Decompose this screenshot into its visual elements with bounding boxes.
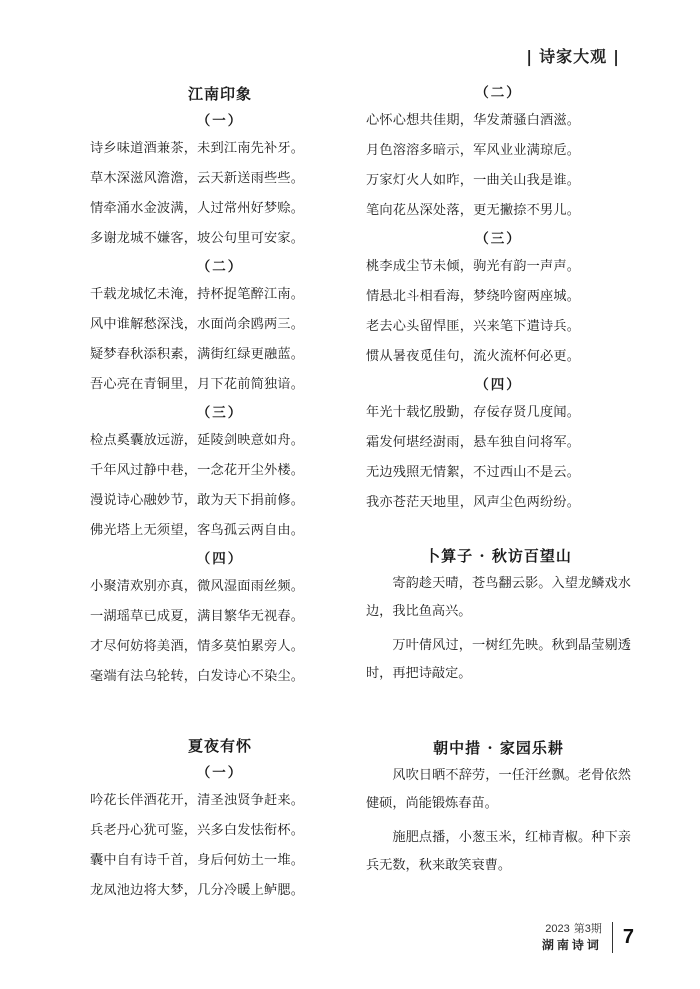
verse-line: 霜发何堪经澍雨，悬车独自问将军。 bbox=[366, 435, 581, 450]
verse-line: 月色溶溶多暗示，军风业业满琼卮。 bbox=[366, 143, 581, 158]
page-footer bbox=[541, 922, 634, 953]
footer-info bbox=[541, 922, 613, 953]
journal-name: 湖南诗词 bbox=[541, 938, 602, 952]
poem-title: 朝中措 · 家园乐耕 bbox=[433, 739, 564, 757]
verse-line: 囊中自有诗千首，身后何妨土一堆。 bbox=[90, 853, 305, 868]
part-label: （一） bbox=[196, 113, 244, 129]
part-label: （二） bbox=[475, 85, 522, 101]
issue-number: 第3期 bbox=[573, 923, 602, 935]
verse-line: 一湖瑶草已成夏，满目繁华无视春。 bbox=[90, 609, 305, 624]
section-title: 诗家大观 bbox=[539, 47, 608, 66]
verse-line: 我亦苍茫天地里，风声尘色两纷纷。 bbox=[366, 495, 581, 510]
part-label: （三） bbox=[196, 405, 244, 421]
verse-line: 吟花长伴酒花开，清圣浊贤争赶来。 bbox=[90, 793, 305, 808]
ci-paragraph: 施肥点播，小葱玉米，红柿青椒。种下亲兵无数，秋来敢笑衰曹。 bbox=[366, 830, 631, 873]
verse-line: 草木深滋风澹澹，云天新送雨些些。 bbox=[90, 171, 305, 186]
verse-line: 佛光塔上无须望，客鸟孤云两自由。 bbox=[90, 523, 305, 538]
divider: | bbox=[526, 47, 534, 66]
ci-paragraph: 风吹日晒不辞劳，一任汗丝飘。老骨依然健硕，尚能锻炼春苗。 bbox=[366, 768, 631, 811]
verse-line: 桃李成尘节未倾，驹光有韵一声声。 bbox=[366, 259, 581, 274]
verse-line: 毫端有法乌轮转，白发诗心不染尘。 bbox=[90, 669, 305, 684]
issue-year: 2023 bbox=[545, 923, 570, 935]
verse-line: 兵老丹心犹可鉴，兴多白发怯衔杯。 bbox=[90, 823, 305, 838]
section-tag bbox=[520, 44, 626, 67]
poem-title: 夏夜有怀 bbox=[187, 737, 252, 755]
part-label: （四） bbox=[196, 551, 244, 567]
issue-info bbox=[541, 922, 602, 937]
verse-line: 风中谁解愁深浅，水面尚余鸥两三。 bbox=[90, 317, 305, 332]
verse-line: 老去心头留悍匪，兴来笔下遣诗兵。 bbox=[366, 319, 581, 334]
verse-line: 多谢龙城不嫌客，坡公句里可安家。 bbox=[90, 231, 305, 246]
verse-line: 万家灯火人如昨，一曲关山我是谁。 bbox=[366, 173, 581, 188]
left-column bbox=[90, 80, 350, 906]
verse-line: 笔向花丛深处落，更无撇捺不男儿。 bbox=[366, 203, 581, 218]
verse-line: 年光十载忆殷勤，存佞存贤几度闻。 bbox=[366, 405, 581, 420]
verse-line: 漫说诗心融妙节，敢为天下捐前修。 bbox=[90, 493, 305, 508]
ci-paragraph: 寄韵趁天晴，苍鸟翻云影。入望龙鳞戏水边，我比鱼高兴。 bbox=[366, 576, 631, 619]
poem-title: 卜算子 · 秋访百望山 bbox=[425, 547, 572, 565]
verse-line: 情牵涌水金波满，人过常州好梦赊。 bbox=[90, 201, 305, 216]
part-label: （一） bbox=[196, 765, 244, 781]
verse-line: 龙凤池边将大梦，几分冷暖上鲈腮。 bbox=[90, 883, 305, 898]
right-column bbox=[366, 80, 631, 886]
verse-line: 千载龙城忆未淹，持杯捉笔醉江南。 bbox=[90, 287, 305, 302]
verse-line: 检点奚囊放远游，延陵剑映意如舟。 bbox=[90, 433, 305, 448]
part-label: （四） bbox=[475, 377, 522, 393]
verse-line: 疑梦春秋添积素，满街红绿更融蓝。 bbox=[90, 347, 305, 362]
page-number: 7 bbox=[622, 926, 634, 948]
verse-line: 心怀心想共佳期，华发萧骚白酒滋。 bbox=[366, 113, 581, 128]
part-label: （三） bbox=[475, 231, 522, 247]
verse-line: 吾心亮在青铜里，月下花前简独谙。 bbox=[90, 377, 305, 392]
ci-paragraph: 万叶倩风过，一树红先映。秋到晶莹剔透时，再把诗敲定。 bbox=[366, 638, 631, 681]
divider: | bbox=[613, 47, 620, 66]
verse-line: 诗乡味道酒兼茶，未到江南先补牙。 bbox=[90, 141, 305, 156]
verse-line: 情悬北斗相看海，梦绕吟窗两座城。 bbox=[366, 289, 581, 304]
verse-line: 无边残照无情絮，不过西山不是云。 bbox=[366, 465, 581, 480]
verse-line: 惯从暑夜觅佳句，流火流杯何必更。 bbox=[366, 349, 581, 364]
verse-line: 千年风过静中巷，一念花开尘外楼。 bbox=[90, 463, 305, 478]
poem-title: 江南印象 bbox=[187, 85, 252, 103]
part-label: （二） bbox=[196, 259, 244, 275]
verse-line: 才尽何妨将美酒，情多莫怕累旁人。 bbox=[90, 639, 305, 654]
verse-line: 小聚清欢别亦真，微风湿面雨丝频。 bbox=[90, 579, 305, 594]
